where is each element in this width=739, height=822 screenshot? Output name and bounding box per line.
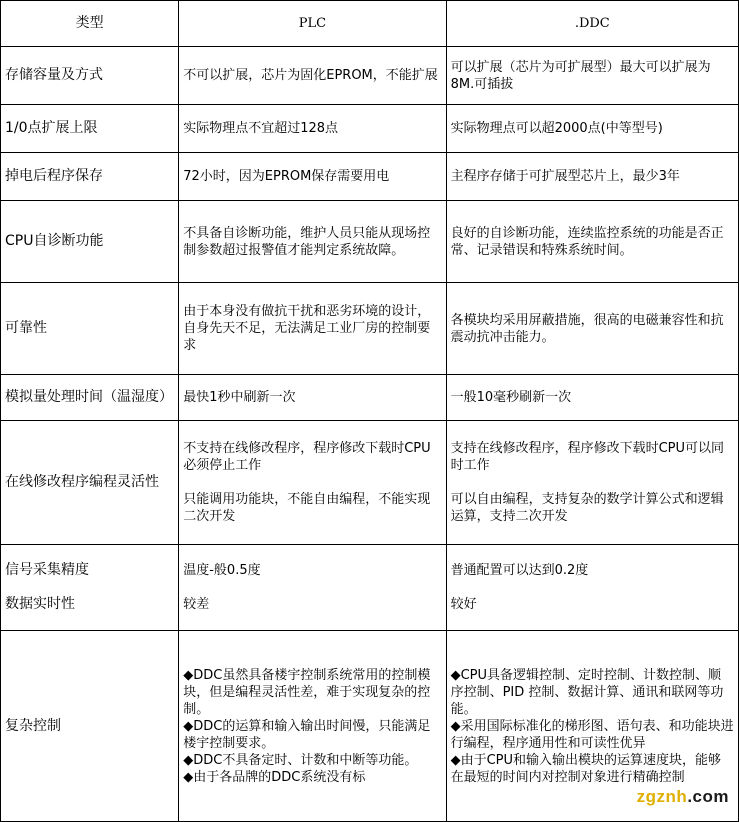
plc-bullet: ◆DDC的运算和输入输出时间慢，只能满足楼宇控制要求。 bbox=[183, 718, 431, 751]
header-ddc: .DDC bbox=[446, 1, 738, 47]
row-label: 存储容量及方式 bbox=[1, 47, 179, 105]
header-type: 类型 bbox=[1, 1, 179, 47]
row-label: 模拟量处理时间（温湿度） bbox=[1, 375, 179, 421]
ddc-bullet: ◆由于CPU和输入输出模块的运算速度块，能够在最短的时间内对控制对象进行精确控制 bbox=[450, 752, 722, 785]
row-label: 在线修改程序编程灵活性 bbox=[1, 421, 179, 545]
site-watermark bbox=[637, 787, 729, 807]
ddc-cell bbox=[446, 421, 738, 545]
row-label bbox=[1, 545, 179, 631]
row-label: 可靠性 bbox=[1, 283, 179, 375]
plc-cell bbox=[179, 631, 446, 822]
ddc-cell: 实际物理点可以超2000点(中等型号) bbox=[446, 105, 738, 153]
table-row bbox=[1, 105, 739, 153]
table-row bbox=[1, 545, 739, 631]
ddc-paragraph: 普通配置可以达到0.2度 bbox=[450, 563, 589, 578]
table-row bbox=[1, 283, 739, 375]
plc-paragraph: 不支持在线修改程序，程序修改下载时CPU必须停止工作 bbox=[183, 441, 431, 473]
table-row bbox=[1, 47, 739, 105]
ddc-paragraph: 可以自由编程，支持复杂的数学计算公式和逻辑运算，支持二次开发 bbox=[450, 492, 724, 524]
ddc-cell bbox=[446, 545, 738, 631]
ddc-paragraph: 支持在线修改程序，程序修改下载时CPU可以同时工作 bbox=[450, 441, 725, 473]
row-label: CPU自诊断功能 bbox=[1, 201, 179, 283]
header-row bbox=[1, 1, 739, 47]
ddc-cell: 可以扩展（芯片为可扩展型）最大可以扩展为8M.可插拔 bbox=[446, 47, 738, 105]
plc-cell: 由于本身没有做抗干扰和恶劣环境的设计，自身先天不足，无法满足工业厂房的控制要求 bbox=[179, 283, 446, 375]
header-plc: PLC bbox=[179, 1, 446, 47]
plc-cell: 不具备自诊断功能，维护人员只能从现场控制参数超过报警值才能判定系统故障。 bbox=[179, 201, 446, 283]
row-label: 掉电后程序保存 bbox=[1, 153, 179, 201]
plc-paragraph: 温度-般0.5度 bbox=[183, 563, 261, 578]
table-row bbox=[1, 375, 739, 421]
ddc-paragraph: 较好 bbox=[450, 597, 477, 612]
ddc-cell: 一般10毫秒刷新一次 bbox=[446, 375, 738, 421]
ddc-cell: 主程序存储于可扩展型芯片上，最少3年 bbox=[446, 153, 738, 201]
row-label: 复杂控制 bbox=[1, 631, 179, 822]
ddc-cell: 各模块均采用屏蔽措施，很高的电磁兼容性和抗震动抗冲击能力。 bbox=[446, 283, 738, 375]
plc-paragraph: 较差 bbox=[183, 597, 210, 612]
plc-paragraph: 只能调用功能块，不能自由编程，不能实现二次开发 bbox=[183, 492, 431, 524]
plc-cell: 实际物理点不宜超过128点 bbox=[179, 105, 446, 153]
table-row bbox=[1, 153, 739, 201]
row-label: 1/0点扩展上限 bbox=[1, 105, 179, 153]
row-label-line: 数据实时性 bbox=[5, 596, 75, 612]
plc-bullet: ◆DDC不具备定时、计数和中断等功能。 bbox=[183, 752, 418, 768]
plc-cell: 不可以扩展，芯片为固化EPROM，不能扩展 bbox=[179, 47, 446, 105]
plc-cell bbox=[179, 421, 446, 545]
watermark-domain: .com bbox=[687, 787, 729, 806]
plc-cell: 最快1秒中刷新一次 bbox=[179, 375, 446, 421]
table-row bbox=[1, 201, 739, 283]
table-row bbox=[1, 631, 739, 822]
plc-bullet: ◆由于各品牌的DDC系统没有标 bbox=[183, 769, 366, 785]
ddc-bullet: ◆采用国际标准化的梯形图、语句表、和功能块进行编程，程序通用性和可读性优异 bbox=[450, 718, 734, 751]
plc-cell: 72小时，因为EPROM保存需要用电 bbox=[179, 153, 446, 201]
row-label-line: 信号采集精度 bbox=[5, 562, 89, 578]
plc-bullet: ◆DDC虽然具备楼宇控制系统常用的控制模块，但是编程灵活性差，难于实现复杂的控制。 bbox=[183, 667, 431, 717]
ddc-cell: 良好的自诊断功能，连续监控系统的功能是否正常、记录错误和特殊系统时间。 bbox=[446, 201, 738, 283]
ddc-bullet: ◆CPU具备逻辑控制、定时控制、计数控制、顺序控制、PID 控制、数据计算、通讯和联网等功能。 bbox=[450, 667, 724, 717]
table-row bbox=[1, 421, 739, 545]
watermark-text: zgznh bbox=[636, 787, 688, 806]
plc-cell bbox=[179, 545, 446, 631]
